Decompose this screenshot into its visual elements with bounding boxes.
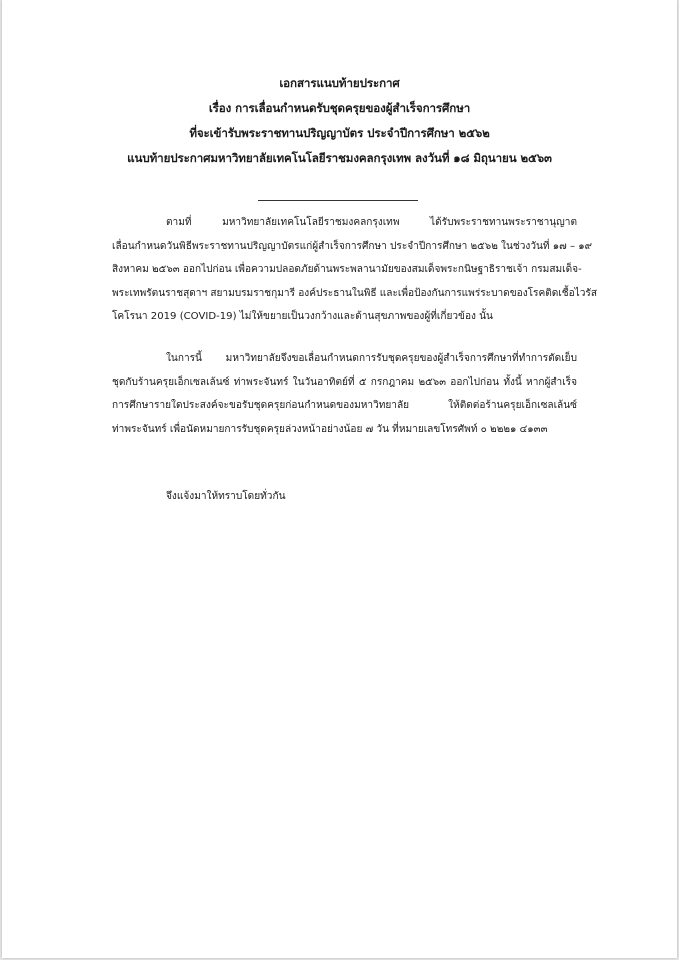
heading-subject-continued: ที่จะเข้ารับพระราชทานปริญญาบัตร ประจำปีการศึกษา ๒๕๖๒: [189, 126, 490, 140]
paragraph-line: พระเทพรัตนราชสุดาฯ สยามบรมราชกุมารี องค์ประธานในพิธี และเพื่อป้องกันการแพร่ระบาดของโรคติดเชื้อไวรัส: [112, 287, 598, 299]
paragraph-line: สิงหาคม ๒๕๖๓ ออกไปก่อน เพื่อความปลอดภัยด้านพระพลานามัยของสมเด็จพระกนิษฐาธิราชเจ้า กรมสมเด็จ-: [112, 264, 582, 276]
heading-subject: เรื่อง การเลื่อนกำหนดรับชุดครุยของผู้สำเร็จการศึกษา: [208, 101, 471, 115]
paragraph-line: ตามที่ มหาวิทยาลัยเทคโนโลยีราชมงคลกรุงเทพ ได้รับพระราชทานพระราชานุญาต: [166, 217, 577, 228]
paragraph-closing: [112, 485, 285, 509]
paragraph-line: ชุดกับร้านครุยเอ็กเซลเล้นซ์ ท่าพระจันทร์ ในวันอาทิตย์ที่ ๕ กรกฎาคม ๒๕๖๓ ออกไปก่อน ทั้งนี้ หากผู้สำเร็จ: [112, 376, 577, 388]
paragraph-line: ท่าพระจันทร์ เพื่อนัดหมายการรับชุดครุยล่วงหน้าอย่างน้อย ๗ วัน ที่หมายเลขโทรศัพท์ ๐ ๒๒๒๑ ๔๑๓๓: [112, 423, 548, 435]
paragraph-line: โคโรนา 2019 (COVID-19) ไม่ให้ขยายเป็นวงกว้างและด้านสุขภาพของผู้ที่เกี่ยวข้อง นั้น: [112, 311, 493, 323]
heading-title: เอกสารแนบท้ายประกาศ: [279, 76, 400, 90]
closing-line: จึงแจ้งมาให้ทราบโดยทั่วกัน: [166, 491, 286, 502]
heading-divider: [258, 200, 418, 201]
paragraph-line: ในการนี้ มหาวิทยาลัยจึงขอเลื่อนกำหนดการรับชุดครุยของผู้สำเร็จการศึกษาที่ทำการตัดเย็บ: [166, 353, 577, 364]
paragraph-announcement: [112, 211, 598, 329]
heading-reference: แนบท้ายประกาศมหาวิทยาลัยเทคโนโลยีราชมงคลกรุงเทพ ลงวันที่ ๑๘ มิถุนายน ๒๕๖๓: [127, 151, 552, 165]
document-heading: [0, 71, 679, 171]
paragraph-line: การศึกษารายใดประสงค์จะขอรับชุดครุยก่อนกำหนดของมหาวิทยาลัย ให้ติดต่อร้านครุยเอ็กเซลเล้นซ์: [112, 400, 577, 412]
paragraph-line: เลื่อนกำหนดวันพิธีพระราชทานปริญญาบัตรแก่ผู้สำเร็จการศึกษา ประจำปีการศึกษา ๒๕๖๒ ในช่วงวันที่ ๑๗ – ๑๙: [112, 240, 593, 252]
paragraph-postponement: [112, 347, 577, 441]
